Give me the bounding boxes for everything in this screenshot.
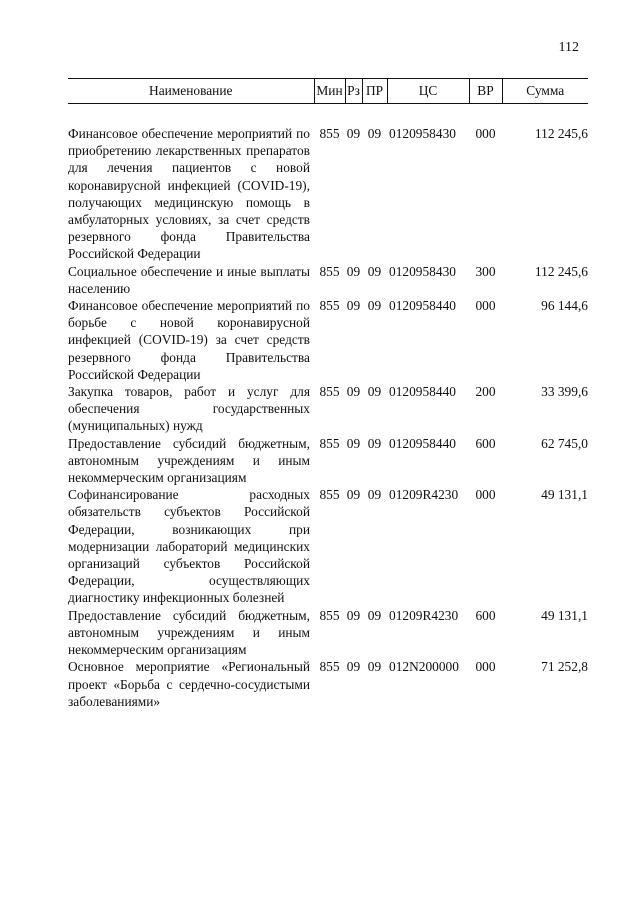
cell-min: 855 (319, 126, 340, 141)
cell-min: 855 (319, 384, 340, 400)
cell-rz: 09 (346, 298, 361, 314)
cell-vr: 300 (475, 263, 496, 279)
cell-cs: 0120958440 (389, 298, 456, 314)
budget-table (68, 78, 588, 710)
cell-pr: 09 (367, 384, 382, 400)
header-cs: ЦС (387, 79, 469, 104)
cell-vr: 200 (475, 384, 496, 400)
header-name: Наименование (68, 79, 314, 104)
table-row (68, 125, 588, 263)
cell-rz: 09 (346, 607, 361, 623)
cell-vr: 000 (475, 659, 496, 675)
cell-min: 855 (319, 263, 340, 279)
cell-name: Предоставление субсидий бюджетным, автономным учреждениям и иным некоммерческим организациям (68, 435, 310, 486)
cell-sum: 96 144,6 (541, 298, 588, 314)
cell-min: 855 (319, 607, 340, 623)
cell-rz: 09 (346, 263, 361, 279)
table-row (68, 607, 588, 659)
cell-pr: 09 (367, 487, 382, 503)
cell-vr: 000 (475, 298, 496, 314)
cell-name: Софинансирование расходных обязательств субъектов Российской Федерации, возникающих при модернизации лабораторий медицинских организаций субъектов Российской Федерации, осуществляющих диагностику инфекционных болезней (68, 487, 310, 606)
cell-cs: 012N200000 (389, 659, 459, 675)
cell-rz: 09 (346, 487, 361, 503)
table-row (68, 263, 588, 297)
cell-min: 855 (319, 659, 340, 675)
cell-sum: 112 245,6 (534, 263, 588, 279)
cell-cs: 0120958440 (389, 384, 456, 400)
cell-cs: 0120958430 (389, 126, 456, 141)
cell-rz: 09 (346, 126, 361, 141)
header-rz: Рз (345, 79, 362, 104)
cell-min: 855 (319, 298, 340, 314)
table-row (68, 435, 588, 487)
table-row (68, 658, 588, 710)
cell-sum: 62 745,0 (541, 435, 588, 451)
cell-name: Финансовое обеспечение мероприятий по приобретению лекарственных препаратов для лечения пациентов с новой коронавирусной инфекцией (COVID-19), получающих медицинскую помощь в амбулаторных условиях, за счет средств резервного фонда Правительства Российской Федерации (68, 126, 310, 262)
cell-vr: 600 (475, 435, 496, 451)
cell-min: 855 (319, 487, 340, 503)
header-vr: ВР (469, 79, 502, 104)
cell-rz: 09 (346, 435, 361, 451)
cell-pr: 09 (367, 607, 382, 623)
cell-pr: 09 (367, 126, 382, 141)
cell-pr: 09 (367, 659, 382, 675)
cell-name: Основное мероприятие «Региональный проект «Борьба с сердечно-сосудистыми заболеваниями» (68, 659, 310, 709)
cell-cs: 0120958430 (389, 263, 456, 279)
table-row (68, 486, 588, 606)
cell-vr: 000 (475, 126, 496, 141)
cell-pr: 09 (367, 435, 382, 451)
cell-name: Социальное обеспечение и иные выплаты населению (68, 263, 310, 296)
cell-name: Предоставление субсидий бюджетным, автономным учреждениям и иным некоммерческим организациям (68, 607, 310, 658)
cell-sum: 71 252,8 (541, 659, 588, 675)
cell-vr: 600 (475, 607, 496, 623)
header-pr: ПР (362, 79, 387, 104)
cell-cs: 01209R4230 (389, 487, 459, 503)
cell-pr: 09 (367, 298, 382, 314)
cell-sum: 49 131,1 (541, 607, 588, 623)
table-row (68, 297, 588, 383)
cell-rz: 09 (346, 384, 361, 400)
table-header (68, 79, 588, 104)
cell-sum: 33 399,6 (541, 384, 588, 400)
cell-sum: 49 131,1 (541, 487, 588, 503)
table-row (68, 383, 588, 435)
table-body (68, 104, 588, 710)
header-sum: Сумма (502, 79, 588, 104)
cell-name: Финансовое обеспечение мероприятий по борьбе с новой коронавирусной инфекцией (COVID-19) за счет средств резервного фонда Правительства Российской Федерации (68, 298, 310, 382)
cell-rz: 09 (346, 659, 361, 675)
cell-min: 855 (319, 435, 340, 451)
cell-vr: 000 (475, 487, 496, 503)
cell-cs: 01209R4230 (389, 607, 459, 623)
cell-sum: 112 245,6 (534, 126, 588, 141)
cell-pr: 09 (367, 263, 382, 279)
cell-cs: 0120958440 (389, 435, 456, 451)
cell-name: Закупка товаров, работ и услуг для обеспечения государственных (муниципальных) нужд (68, 384, 310, 434)
page-number: 112 (558, 40, 579, 55)
header-min: Мин (314, 79, 345, 104)
